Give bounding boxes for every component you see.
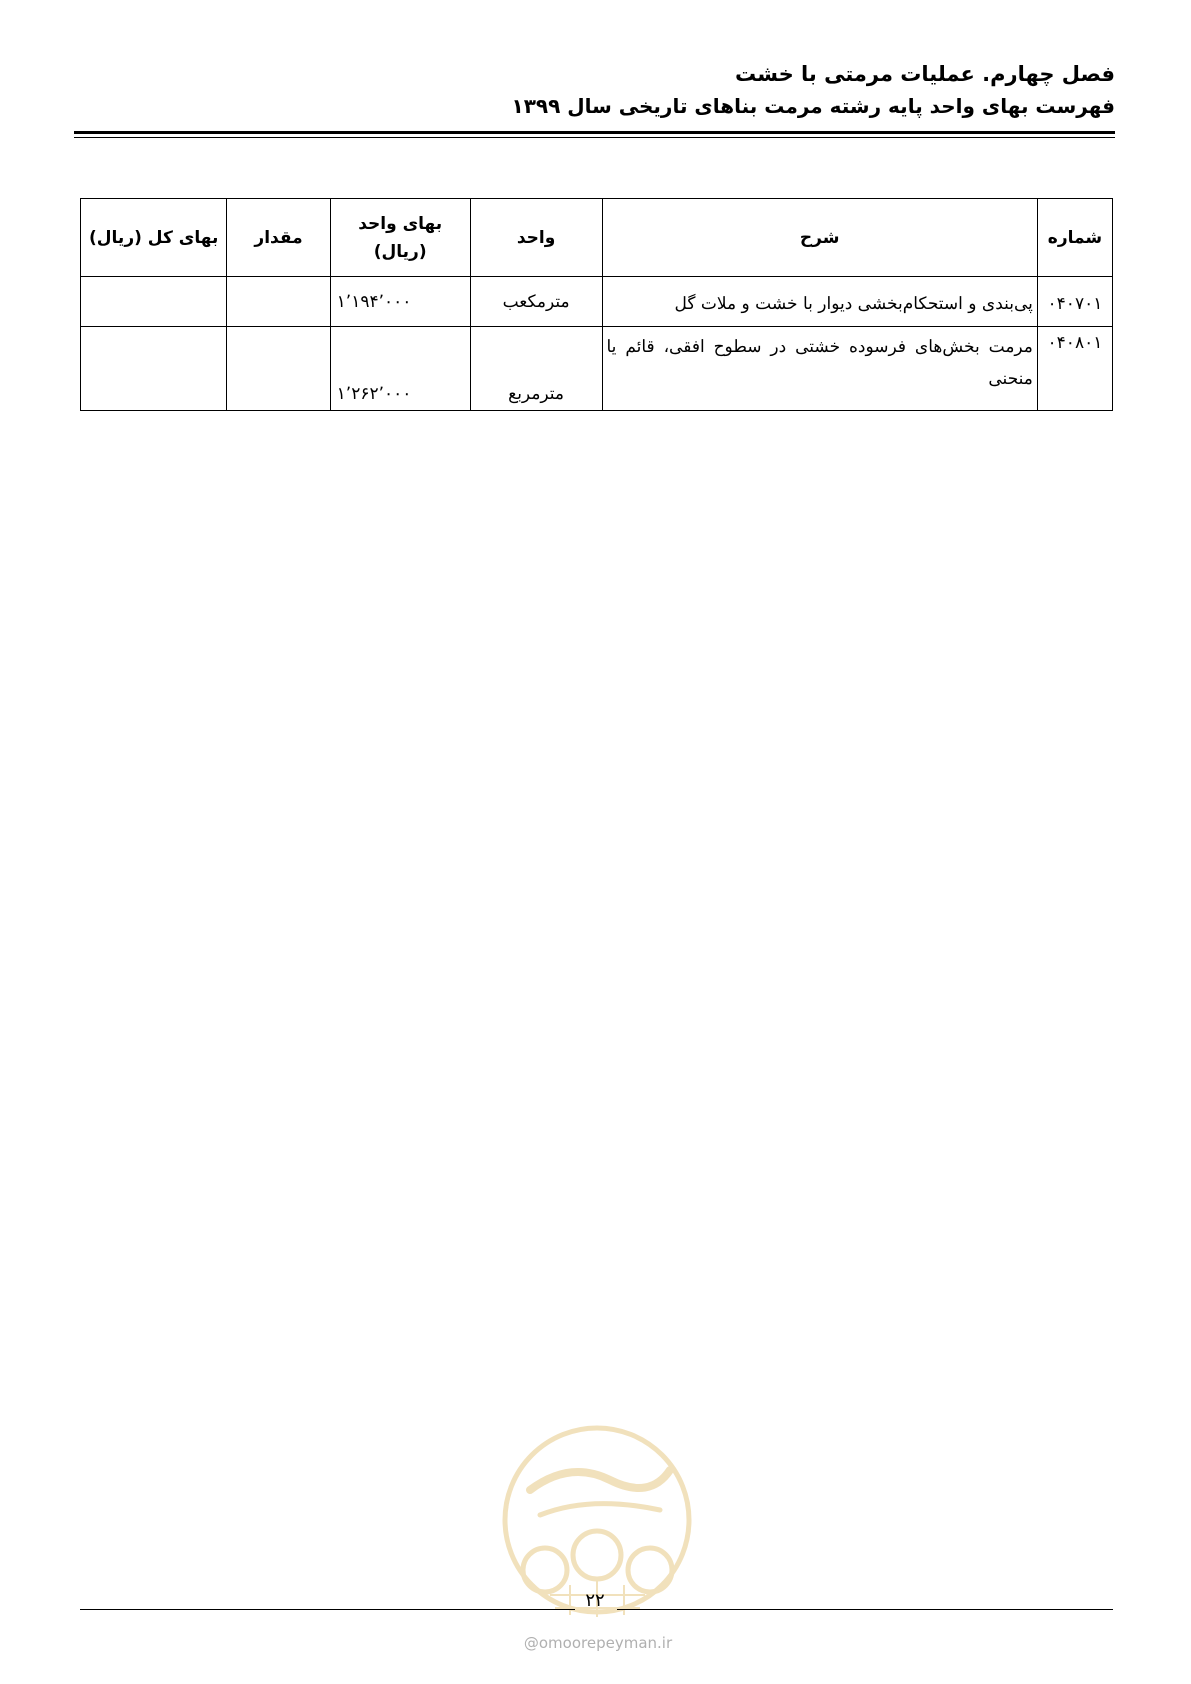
row-code: ۰۴۰۷۰۱	[1037, 277, 1112, 327]
header-rule-thick	[74, 131, 1115, 134]
row-total-price	[81, 327, 227, 411]
column-header-unit: واحد	[470, 199, 602, 277]
column-header-quantity: مقدار	[227, 199, 330, 277]
footer-rule-right	[80, 1609, 575, 1610]
table-header-row	[81, 199, 1113, 277]
page-number: ۲۲	[585, 1590, 605, 1611]
footer-rule-left	[617, 1609, 1113, 1610]
row-unit-price: ۱٬۲۶۲٬۰۰۰	[330, 327, 470, 411]
page-header	[511, 58, 1115, 122]
row-code: ۰۴۰۸۰۱	[1037, 327, 1112, 411]
row-description: پی‌بندی و استحکام‌بخشی دیوار با خشت و ملات گل	[602, 277, 1037, 327]
table-row	[81, 277, 1113, 327]
row-unit: مترمکعب	[470, 277, 602, 327]
row-total-price	[81, 277, 227, 327]
row-quantity	[227, 327, 330, 411]
chapter-title: فصل چهارم. عملیات مرمتی با خشت	[734, 62, 1115, 86]
column-header-total-price: بهای کل (ریال)	[81, 199, 227, 277]
row-unit: مترمربع	[470, 327, 602, 411]
column-header-code: شماره	[1037, 199, 1112, 277]
watermark-url: @omoorepeyman.ir	[523, 1634, 673, 1652]
document-title: فهرست بهای واحد پایه رشته مرمت بناهای تاریخی سال ۱۳۹۹	[511, 94, 1115, 118]
row-unit-price: ۱٬۱۹۴٬۰۰۰	[330, 277, 470, 327]
header-rule-thin	[74, 137, 1115, 138]
table-row	[81, 327, 1113, 411]
price-list-table	[80, 198, 1113, 411]
row-quantity	[227, 277, 330, 327]
row-description: مرمت بخش‌های فرسوده خشتی در سطوح افقی، قائم یا منحنی	[602, 327, 1037, 411]
column-header-unit-price: بهای واحد (ریال)	[330, 199, 470, 277]
column-header-description: شرح	[602, 199, 1037, 277]
